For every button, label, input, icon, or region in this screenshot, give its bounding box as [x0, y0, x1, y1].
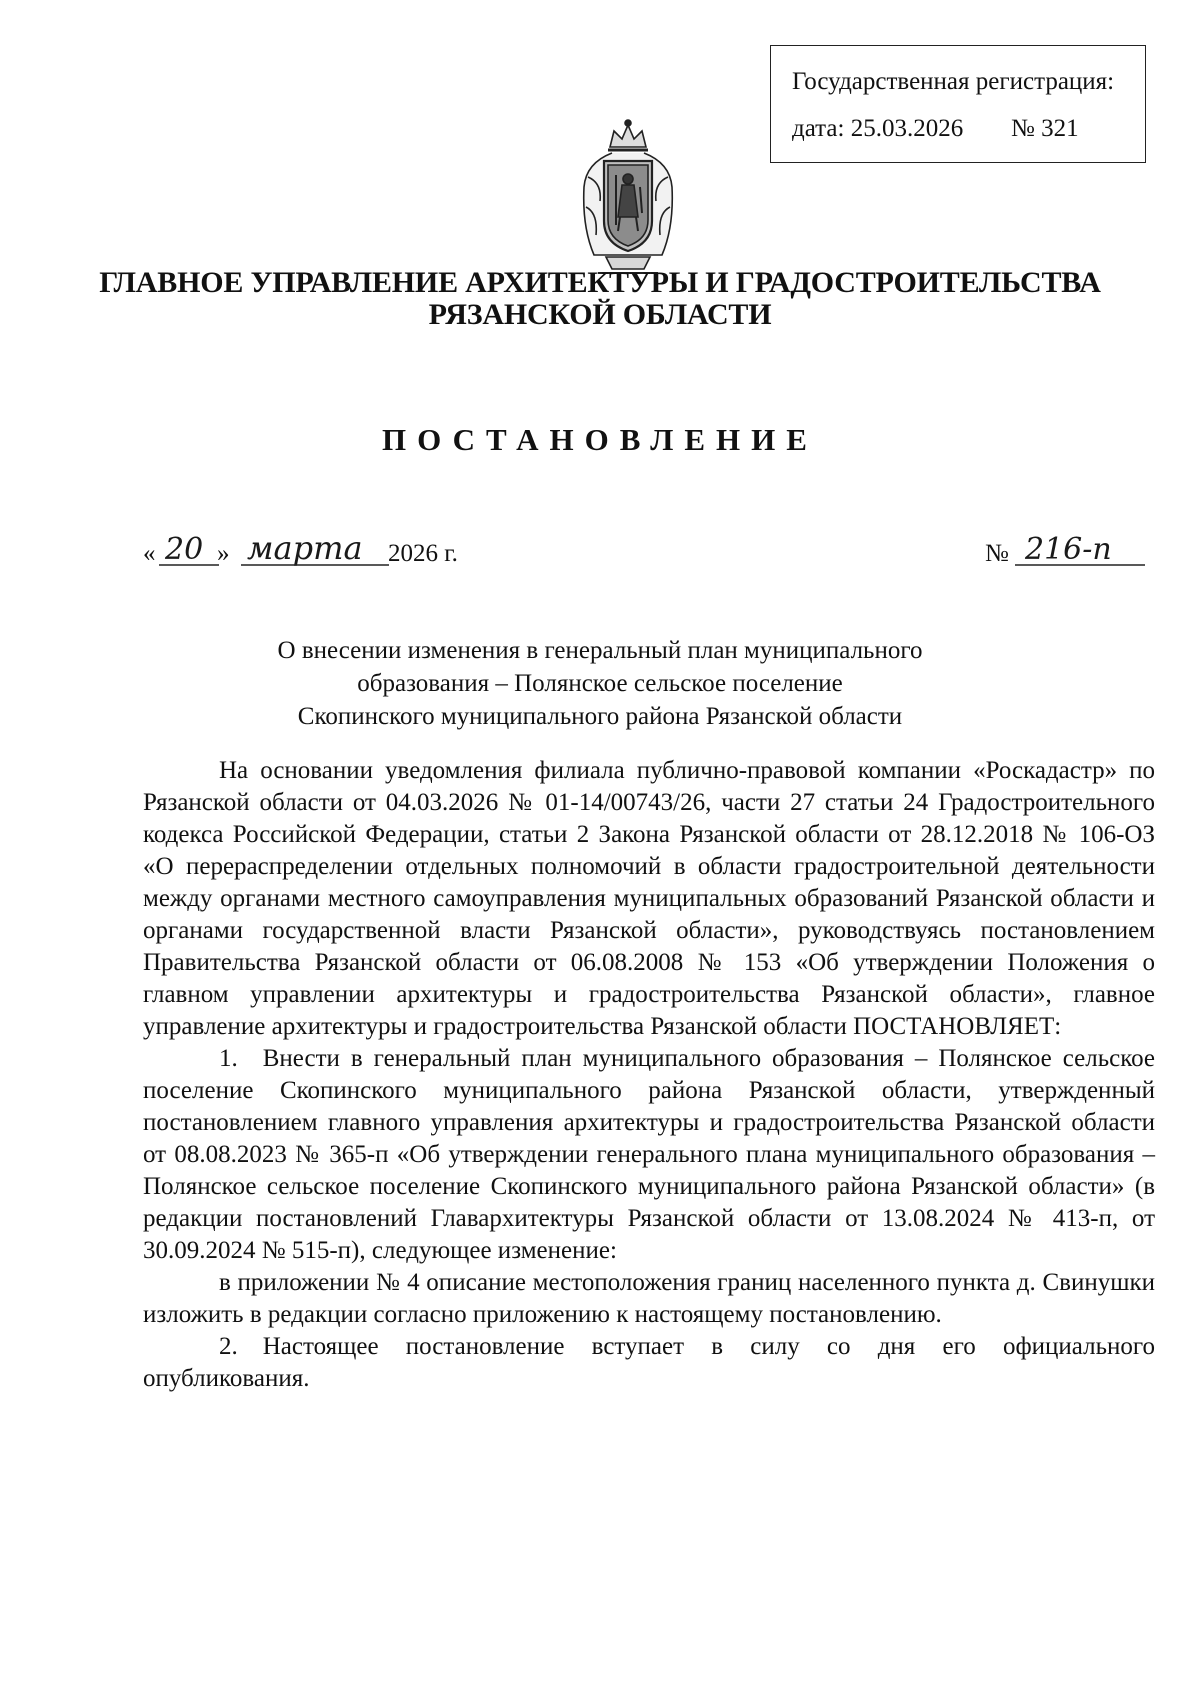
- document-date: [143, 529, 503, 579]
- organization-name-line1: ГЛАВНОЕ УПРАВЛЕНИЕ АРХИТЕКТУРЫ И ГРАДОСТРОИТЕЛЬСТВА: [99, 266, 1101, 299]
- handwritten-day-text: 20: [165, 532, 204, 567]
- preamble-paragraph: На основании уведомления филиала публично-правовой компании «Роскадастр» по Рязанской области от 04.03.2026 № 01-14/00743/26, части 27 статьи 24 Градостроительного кодекса Российской Федерации, статьи 2 Закона Рязанской области от 28.12.2018 № 106-ОЗ «О перераспределении отдельных полномочий в области градостроительной деятельности между органами местного самоуправления муниципальных образований Рязанской области и органами государственной власти Рязанской области», руководствуясь постановлением Правительства Рязанской области от 06.08.2008 № 153 «Об утверждении Положения о главном управлении архитектуры и градостроительства Рязанской области», главное управление архитектуры и градостроительства Рязанской области ПОСТАНОВЛЯЕТ:: [143, 757, 1155, 1040]
- registration-stamp: [770, 45, 1146, 163]
- document-number: [985, 529, 1155, 579]
- handwritten-number: [1015, 529, 1145, 579]
- registration-date: дата: 25.03.2026: [792, 115, 964, 142]
- item-1-paragraph: 1. Внести в генеральный план муниципального образования – Полянское сельское поселение Скопинского муниципального района Рязанской области, утвержденный постановлением главного управления архитектуры и градостроительства Рязанской области от 08.08.2023 № 365-п «Об утверждении генерального плана муниципального образования – Полянское сельское поселение Скопинского муниципального района Рязанской области» (в редакции постановлений Главархитектуры Рязанской области от 13.08.2024 № 413-п, от 30.09.2024 № 515-п), следующее изменение:: [143, 1045, 1155, 1264]
- subject-line: образования – Полянское сельское поселение: [357, 670, 843, 697]
- number-sign: №: [985, 540, 1009, 567]
- document-subject: [160, 634, 1040, 733]
- item-2-paragraph: 2. Настоящее постановление вступает в силу со дня его официального опубликования.: [143, 1333, 1155, 1392]
- registration-title: Государственная регистрация:: [792, 68, 1115, 95]
- handwritten-month: [241, 529, 389, 579]
- handwritten-month-text: марта: [247, 529, 363, 567]
- date-open-quote: «: [143, 540, 156, 567]
- date-year: 2026 г.: [388, 540, 458, 567]
- coat-of-arms-icon: [572, 117, 684, 277]
- item-1-detail-paragraph: в приложении № 4 описание местоположения границ населенного пункта д. Свинушки изложить в редакции согласно приложению к настоящему постановлению.: [143, 1269, 1155, 1328]
- date-close-quote: »: [217, 540, 230, 567]
- registration-number: № 321: [1011, 115, 1079, 142]
- document-body: [143, 755, 1155, 1395]
- subject-line: О внесении изменения в генеральный план муниципального: [277, 637, 923, 664]
- handwritten-day: [159, 529, 219, 579]
- subject-line: Скопинского муниципального района Рязанской области: [297, 703, 903, 730]
- organization-name-line2: РЯЗАНСКОЙ ОБЛАСТИ: [428, 298, 772, 331]
- handwritten-number-text: 216-п: [1025, 532, 1112, 567]
- document-type-title: ПОСТАНОВЛЕНИЕ: [382, 422, 818, 457]
